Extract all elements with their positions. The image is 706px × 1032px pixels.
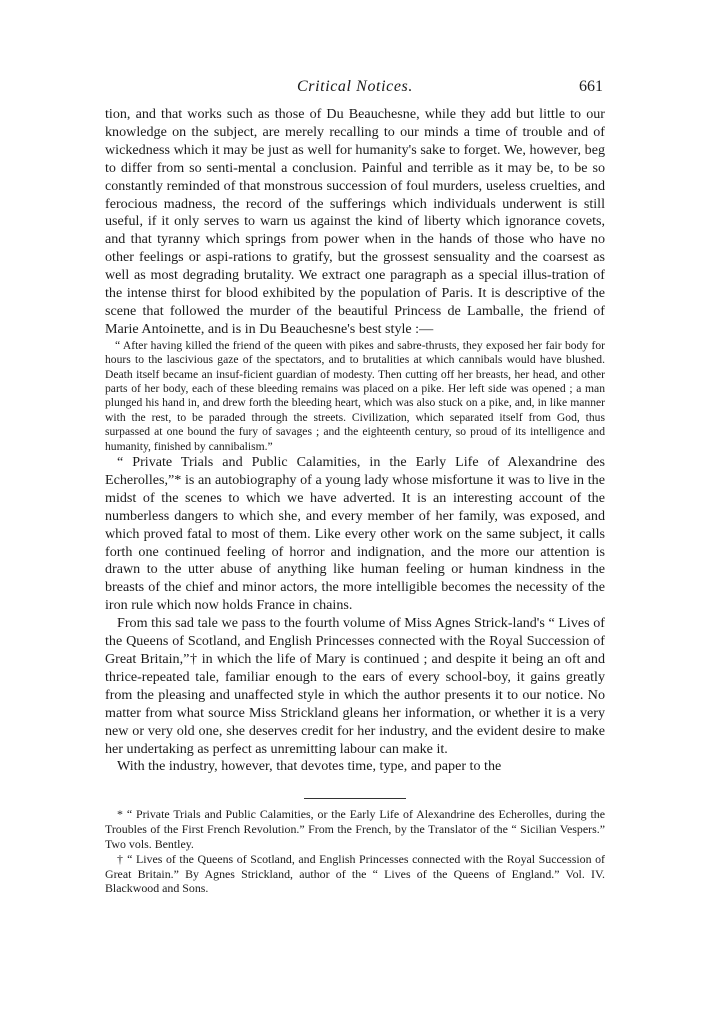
body-paragraph-1: tion, and that works such as those of Du Beauchesne, while they add but little to our knowledge on the subject, are merely recalling to our minds a time of trouble and of wickedness which it may be just as well for humanity's sake to forget. We, however, beg to differ from so senti-mental a conclusion. Painful and terrible as it may be, to be so constantly reminded of that monstrous succession of foul murders, useless cruelties, and ferocious madness, the record of the sufferings which individuals underwent is still useful, if it only serves to warn us against the kind of liberty which ignorance covets, and that tyranny which springs from power when in the hands of those who have no other feelings or aspi-rations to gratify, but the grossest sensuality and the coarsest as well as most degrading brutality. We extract one paragraph as a special illus-tration of the intense thirst for blood exhibited by the population of Paris. It is descriptive of the scene that followed the murder of the beautiful Princess de Lamballe, the friend of Marie Antoinette, and is in Du Beauchesne's best style :—	[105, 106, 605, 337]
body-paragraph-2: “ Private Trials and Public Calamities, in the Early Life of Alexandrine des Echerolles,”* is an autobiography of a young lady whose misfortune it was to live in the midst of the scenes to which we have adverted. It is an interesting account of the numberless dangers to which she, and every member of her family, was exposed, and which proved fatal to most of them. Like every other work on the same subject, it calls forth one continued feeling of horror and indignation, and the more our attention is drawn to the utter abuse of anything like human feeling or human kindness in the breasts of the chief and minor actors, the more intelligible becomes the necessity of the iron rule which now holds France in chains.	[105, 454, 605, 614]
block-quote: “ After having killed the friend of the queen with pikes and sabre-thrusts, they exposed her fair body for hours to the lascivious gaze of the spectators, and to brutalities at which cannibals would have blushed. Death itself became an insuf-ficient guardian of modesty. Then cutting off her breasts, her head, and other parts of her body, each of these bleeding remains was placed on a pike. Her left side was opened ; a man plunged his hand in, and drew forth the bleeding heart, which was also stuck on a pike, and, in like manner with the rest, to be paraded through the streets. Civilization, which separated itself from God, thus surpassed at one bound the fury of savages ; and the eighteenth century, so proud of its intelligence and humanity, finished by cannibalism.”	[105, 338, 605, 453]
page-number: 661	[579, 78, 603, 95]
footnote-divider	[304, 798, 406, 799]
footnote-2: † “ Lives of the Queens of Scotland, and English Princesses connected with the Royal Succession of Great Britain.” By Agnes Strickland, author of the “ Lives of the Queens of England.” Vol. IV. Blackwood and Sons.	[105, 851, 605, 896]
running-head	[105, 76, 605, 100]
body-paragraph-4: With the industry, however, that devotes time, type, and paper to the	[117, 758, 502, 775]
book-page	[105, 76, 605, 896]
footnote-1: * “ Private Trials and Public Calamities, or the Early Life of Alexandrine des Echerolles, during the Troubles of the First French Revolution.” From the French, by the Translator of the “ Sicilian Vespers.” Two vols. Bentley.	[105, 807, 605, 851]
body-paragraph-3: From this sad tale we pass to the fourth volume of Miss Agnes Strick-land's “ Lives of the Queens of Scotland, and English Princesses connected with the Royal Succession of Great Britain,”† in which the life of Mary is continued ; and despite it being an oft and thrice-repeated tale, familiar enough to the ears of every school-boy, it gains greatly from the pleasing and unaffected style in which the author presents it to our notice. No matter from what source Miss Strickland gleans her information, or whether it is a very new or very old one, she deserves credit for her industry, and the evident desire to make her undertaking as perfect as unremitting labour can make it.	[105, 615, 605, 757]
running-title: Critical Notices.	[297, 78, 413, 95]
